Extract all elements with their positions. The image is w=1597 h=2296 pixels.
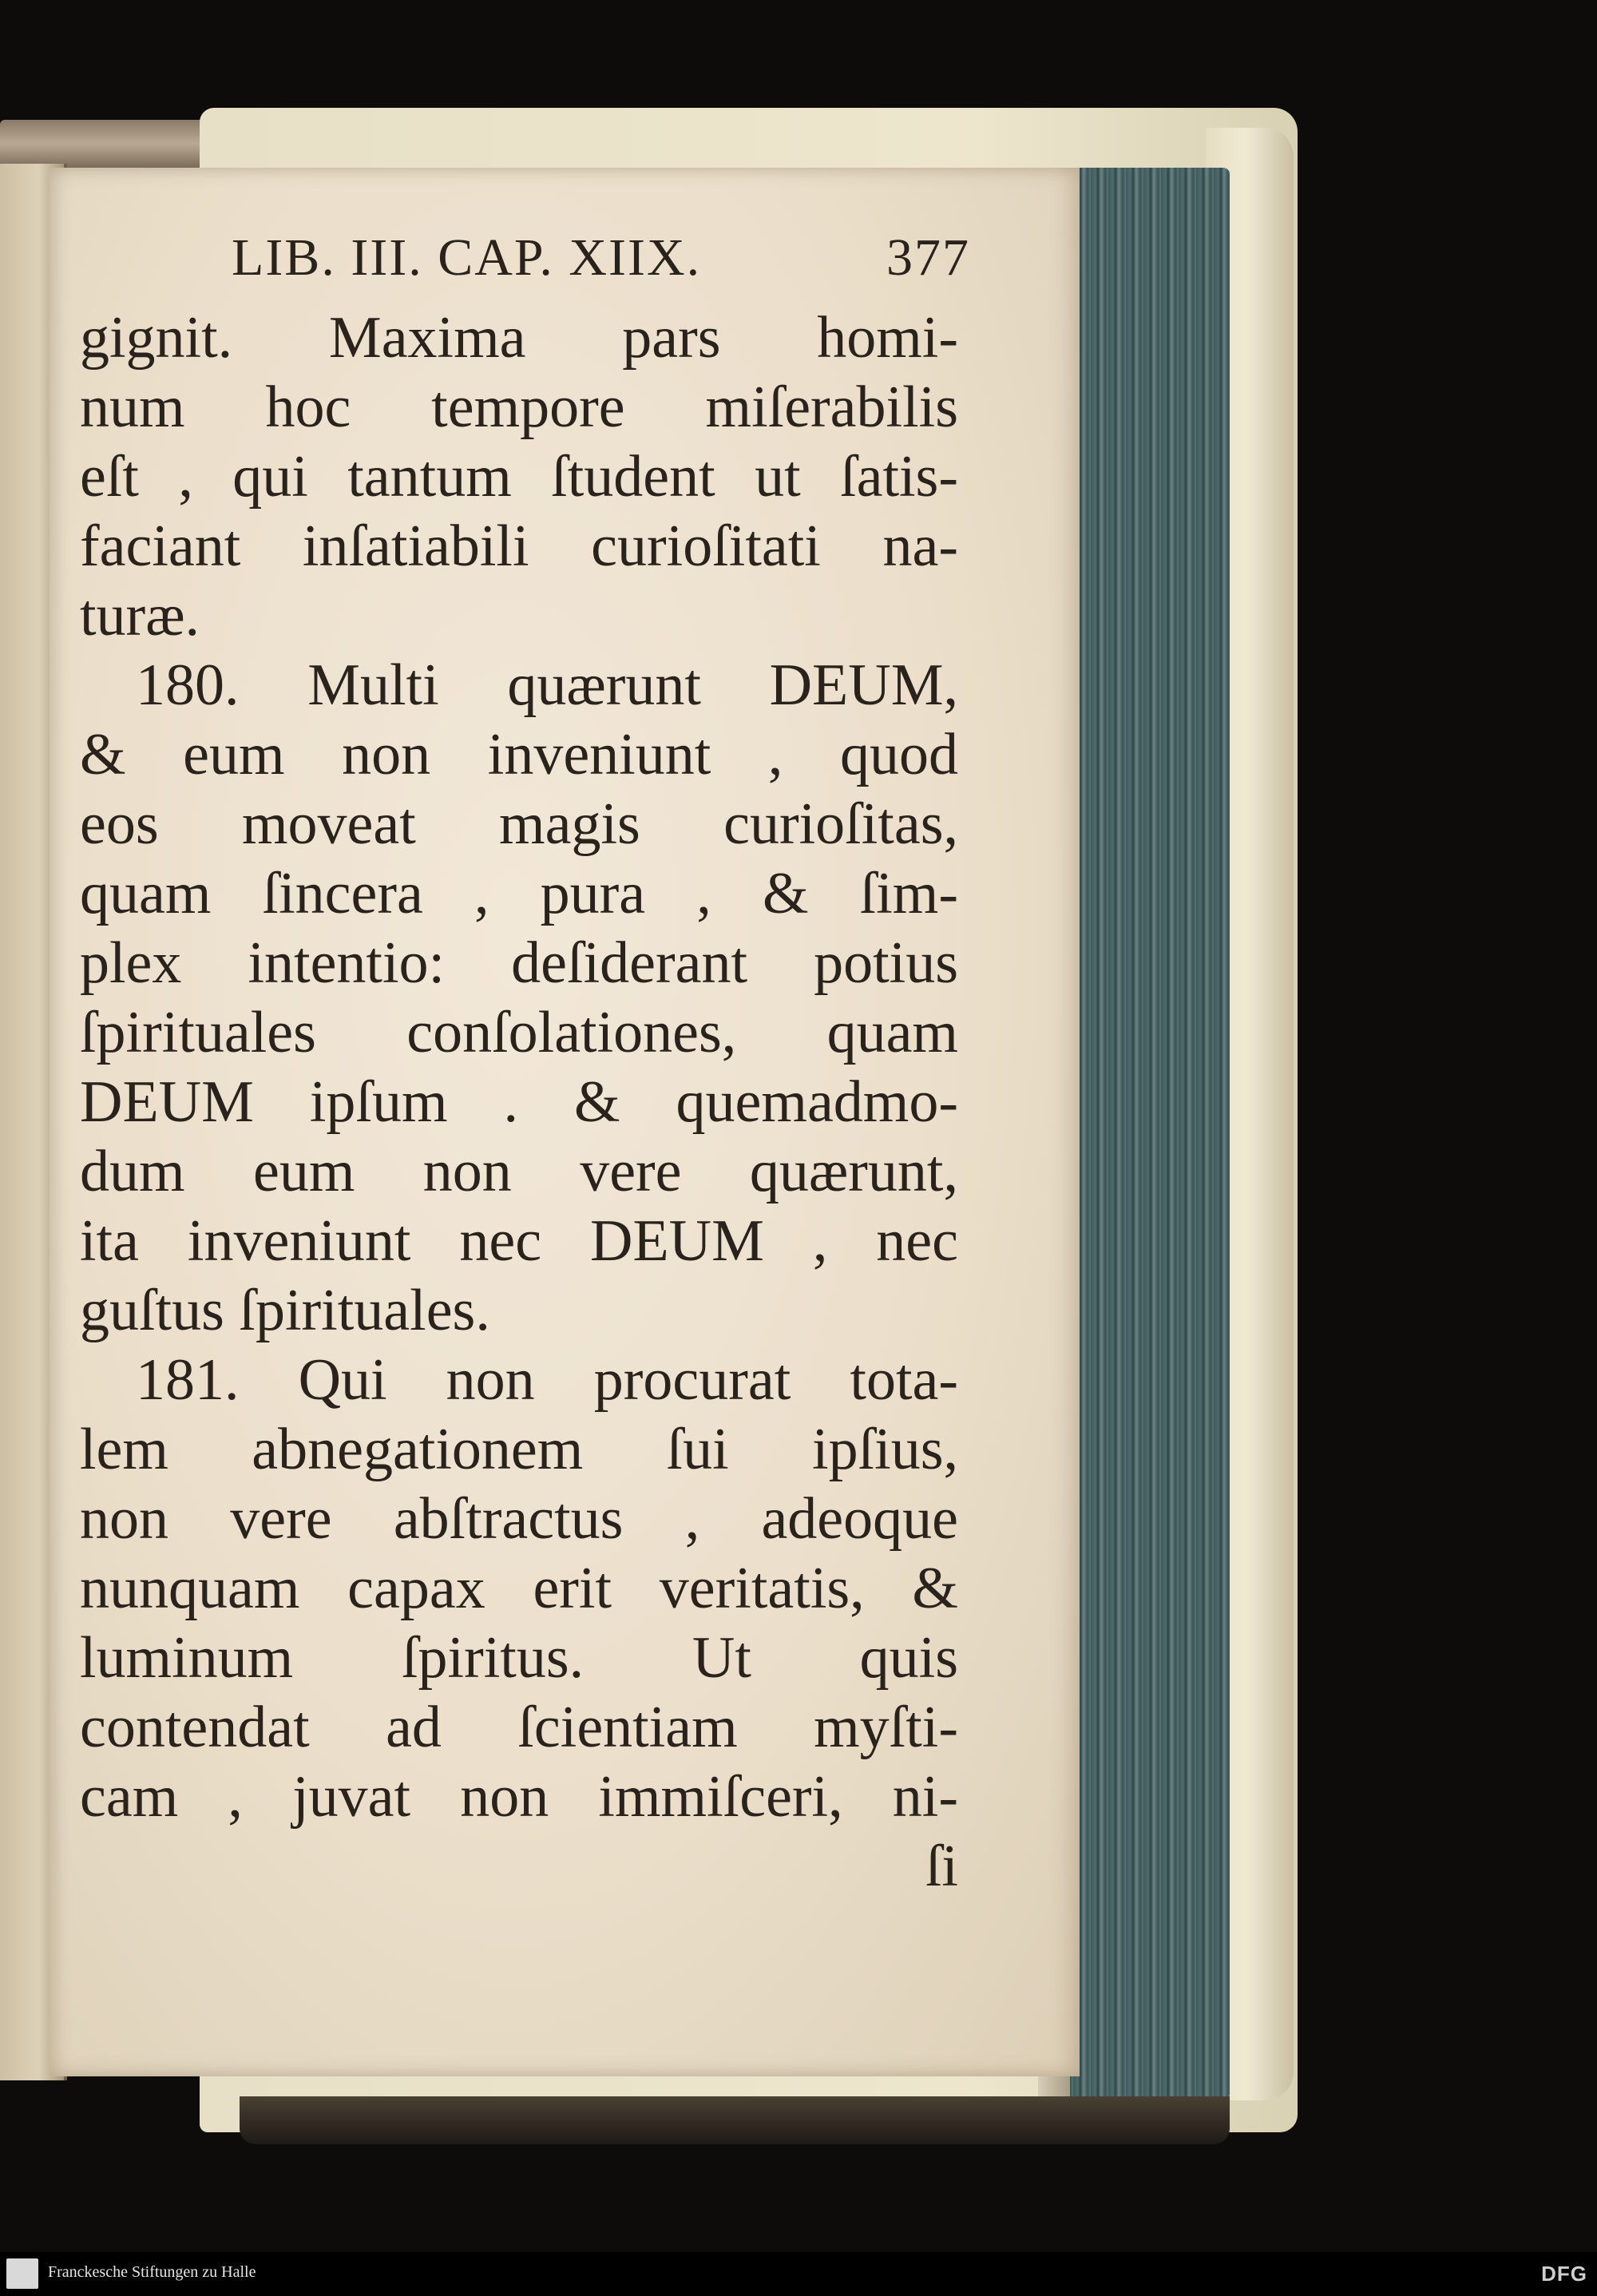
text-line: luminum ſpiritus. Ut quis <box>80 1625 958 1691</box>
text-line: quam ſincera , pura , & ſim- <box>80 861 958 926</box>
dfg-badge: DFG <box>1541 2262 1587 2286</box>
text-line: faciant inſatiabili curioſitati na- <box>80 514 958 579</box>
text-line: non vere abſtractus , adeoque <box>80 1486 958 1552</box>
institution-logo-icon <box>6 2258 38 2289</box>
page-text <box>80 228 970 1901</box>
text-line: & eum non inveniunt , quod <box>80 722 958 787</box>
text-line: eos moveat magis curioſitas, <box>80 791 958 857</box>
text-line: gignit. Maxima pars homi- <box>80 305 958 371</box>
text-line: num hoc tempore miſerabilis <box>80 375 958 440</box>
text-line: ſpirituales conſolationes, quam <box>80 1000 958 1065</box>
footer-institution: Franckesche Stiftungen zu Halle <box>48 2263 256 2281</box>
running-head <box>80 228 970 303</box>
text-line: turæ. <box>80 583 200 648</box>
paragraph-180-start: 180. Multi quærunt DEUM, <box>136 652 958 718</box>
running-head-title: LIB. III. CAP. XIIX. <box>232 228 702 287</box>
text-line: guſtus ſpirituales. <box>80 1278 490 1343</box>
text-line: dum eum non vere quærunt, <box>80 1139 958 1204</box>
book-bottom-edge <box>240 2096 1230 2144</box>
page-number: 377 <box>886 228 970 287</box>
text-line: nunquam capax erit veritatis, & <box>80 1556 958 1621</box>
text-line: cam , juvat non immiſceri, ni- <box>80 1764 958 1830</box>
text-line: lem abnegationem ſui ipſius, <box>80 1417 958 1482</box>
text-line: ita inveniunt nec DEUM , nec <box>80 1208 958 1274</box>
text-line: DEUM ipſum . & quemadmo- <box>80 1069 958 1135</box>
text-line: contendat ad ſcientiam myſti- <box>80 1695 958 1760</box>
book-binding-top <box>0 120 216 168</box>
text-line: plex intentio: deſiderant potius <box>80 930 958 996</box>
text-line: eſt , qui tantum ſtudent ut ſatis- <box>80 444 958 510</box>
paragraph-181-start: 181. Qui non procurat tota- <box>136 1347 958 1413</box>
catchword: ſi <box>925 1834 958 1899</box>
